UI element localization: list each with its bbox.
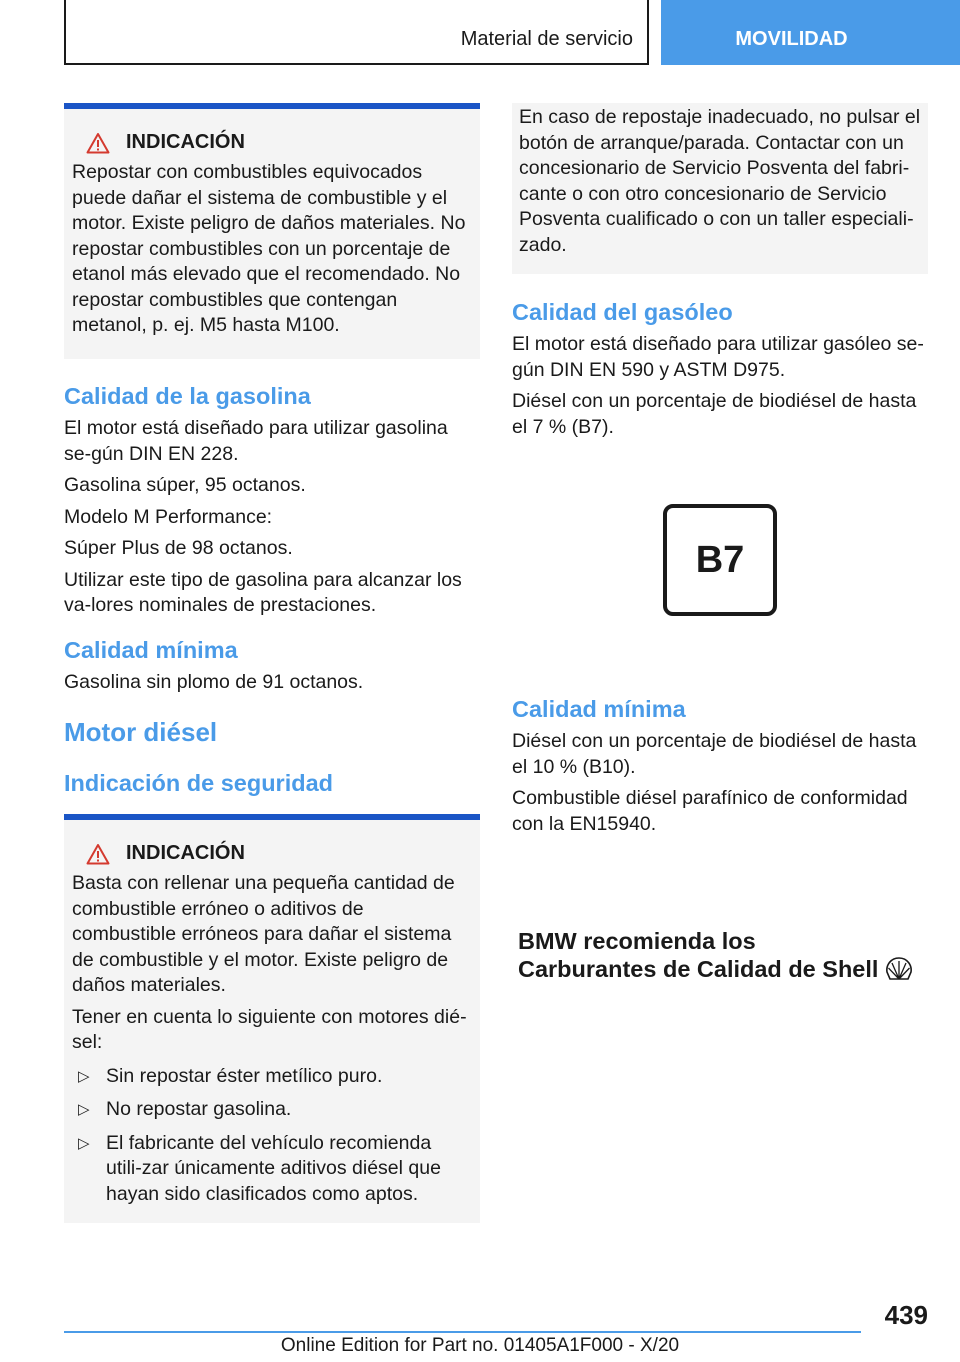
notice-title: INDICACIÓN bbox=[126, 131, 245, 153]
notice-continuation bbox=[512, 103, 928, 274]
min-quality-section bbox=[64, 637, 480, 696]
header-section-box bbox=[64, 0, 649, 65]
notice-text: Tener en cuenta lo siguiente con motores dié-sel: bbox=[72, 1005, 467, 1053]
paragraph: Gasolina sin plomo de 91 octanos. bbox=[64, 670, 364, 693]
paragraph: Diésel con un porcentaje de biodiésel de hasta el 10 % (B10). bbox=[512, 730, 917, 778]
warning-icon bbox=[86, 132, 110, 154]
paragraph: Modelo M Performance: bbox=[64, 505, 273, 528]
gasoil-section bbox=[512, 299, 928, 440]
shell-line-2-row bbox=[518, 955, 928, 983]
footer-edition: Online Edition for Part no. 01405A1F000 - X/20 bbox=[280, 1335, 680, 1356]
b7-symbol-wrapper bbox=[512, 504, 928, 616]
section-heading-gasoline: Calidad de la gasolina bbox=[64, 383, 311, 409]
notice-box bbox=[64, 814, 480, 1223]
footer-rule bbox=[64, 1331, 861, 1333]
notice-text: Repostar con combustibles equivocados puede dañar el sistema de combustible y el motor. Existe peligro de daños materiales. No repostar combustibles con un porcentaje de etanol más elevado que el recomendado. No repostar combustibles que contengan metanol, p. ej. M5 hasta M100. bbox=[72, 161, 466, 336]
bullet-list bbox=[72, 1064, 472, 1208]
b7-fuel-symbol bbox=[663, 504, 777, 616]
notice-title: INDICACIÓN bbox=[126, 842, 245, 864]
gasoline-section bbox=[64, 383, 480, 619]
paragraph: Súper Plus de 98 octanos. bbox=[64, 537, 293, 559]
list-item: ▷ El fabricante del vehículo recomienda utili-zar únicamente aditivos diésel que hayan sido clasificados como aptos. bbox=[78, 1131, 441, 1205]
header-section-title: Material de servicio bbox=[460, 28, 633, 50]
right-column bbox=[512, 103, 928, 983]
notice-box bbox=[64, 103, 480, 359]
triangle-bullet-icon: ▷ bbox=[78, 1067, 90, 1085]
section-heading-safety: Indicación de seguridad bbox=[64, 770, 333, 796]
shell-line-2: Carburantes de Calidad de Shell bbox=[518, 956, 879, 982]
notice-text: En caso de repostaje inadecuado, no pulsar el botón de arranque/parada. Contactar con un concesionario de Servicio Posventa del fabri-cante o con otro concesionario de Servicio Posventa cualificado o con un taller especiali-zado. bbox=[519, 106, 921, 256]
shell-recommendation bbox=[518, 927, 928, 983]
list-item: ▷ Sin repostar éster metílico puro. bbox=[72, 1064, 472, 1090]
left-column bbox=[64, 103, 480, 1223]
section-heading-min-quality: Calidad mínima bbox=[512, 696, 686, 722]
notice-header bbox=[86, 842, 472, 865]
shell-logo-icon bbox=[884, 955, 914, 983]
notice-text: Basta con rellenar una pequeña cantidad de combustible erróneo o aditivos de combustible erróneos para dañar el sistema de combustible y el motor. Existe peligro de daños materiales. bbox=[72, 872, 455, 996]
chapter-heading-diesel: Motor diésel bbox=[64, 717, 218, 747]
triangle-bullet-icon: ▷ bbox=[78, 1101, 90, 1118]
warning-icon bbox=[86, 843, 110, 865]
paragraph: El motor está diseñado para utilizar gasolina se-gún DIN EN 228. bbox=[64, 417, 448, 465]
b7-label: B7 bbox=[695, 538, 745, 581]
min-quality-diesel-section bbox=[512, 696, 928, 837]
header-chapter-title: MOVILIDAD bbox=[735, 28, 848, 50]
section-heading-gasoil: Calidad del gasóleo bbox=[512, 299, 733, 325]
header-chapter-tab bbox=[661, 0, 960, 65]
paragraph: Utilizar este tipo de gasolina para alcanzar los va-lores nominales de prestaciones. bbox=[64, 568, 462, 616]
paragraph: El motor está diseñado para utilizar gasóleo se-gún DIN EN 590 y ASTM D975. bbox=[512, 333, 924, 381]
section-heading-min-quality: Calidad mínima bbox=[64, 636, 238, 663]
paragraph: Combustible diésel parafínico de conformidad con la EN15940. bbox=[512, 787, 908, 835]
list-item: ▷ No repostar gasolina. bbox=[72, 1097, 472, 1123]
page-number: 439 bbox=[884, 1300, 928, 1330]
shell-line-1: BMW recomienda los bbox=[518, 928, 756, 954]
paragraph: Gasolina súper, 95 octanos. bbox=[64, 474, 306, 496]
triangle-bullet-icon: ▷ bbox=[78, 1134, 90, 1152]
paragraph: Diésel con un porcentaje de biodiésel de hasta el 7 % (B7). bbox=[512, 390, 917, 438]
notice-header bbox=[86, 131, 472, 154]
